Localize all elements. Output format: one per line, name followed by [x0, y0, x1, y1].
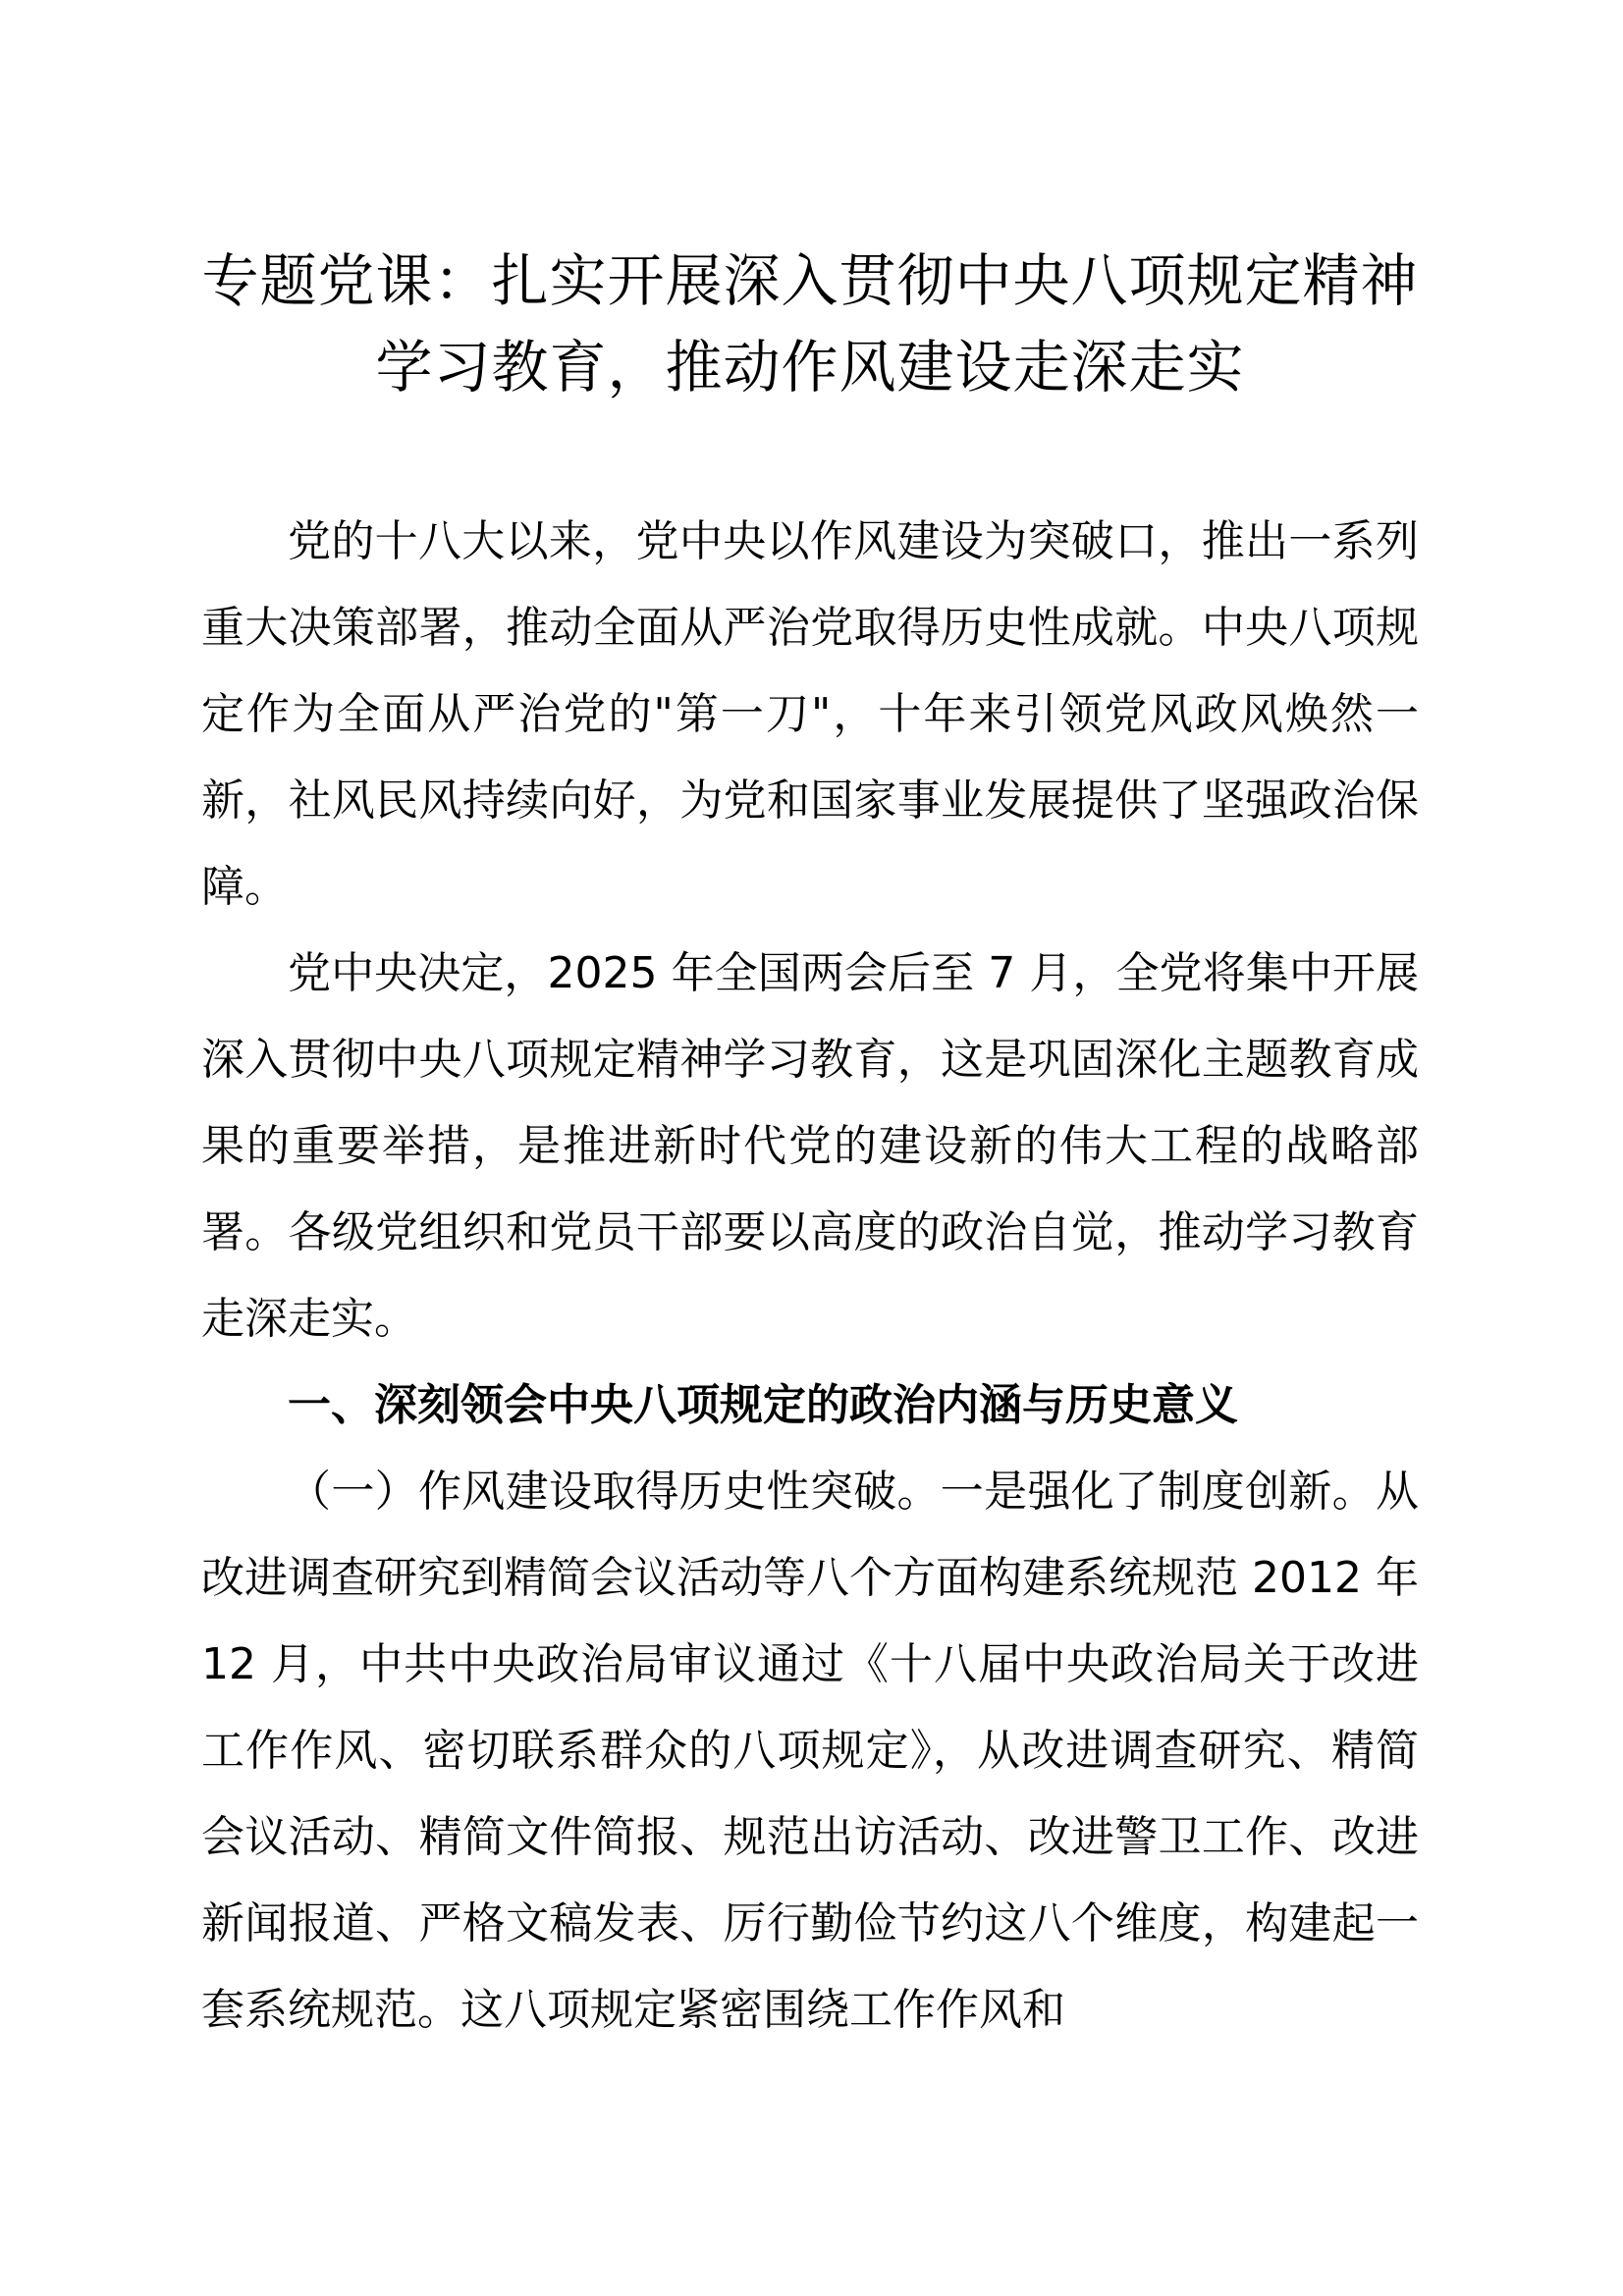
intro-paragraph: 党的十八大以来，党中央以作风建设为突破口，推出一系列重大决策部署，推动全面从严治党取得历史性成就。中央八项规定作为全面从严治党的"第一刀"，十年来引领党风政风焕然一新，社风民风持续向好，为党和国家事业发展提供了坚强政治保障。 [201, 516, 1419, 912]
document-title: 专题党课：扎实开展深入贯彻中央八项规定精神学习教育，推动作风建设走深走实 [201, 247, 1419, 400]
section-heading: 一、深刻领会中央八项规定的政治内涵与历史意义 [288, 1380, 1238, 1430]
section-paragraph: （一）作风建设取得历史性突破。一是强化了制度创新。从改进调查研究到精简会议活动等八个方面构建系统规范 2012 年 12 月，中共中央政治局审议通过《十八届中央政治局关于改进工作作风、密切联系群众的八项规定》，从改进调查研究、精简会议活动、精简文件简报、规范出访活动、改进警卫工作、改进新闻报道、严格文稿发表、厉行勤俭节约这八个维度，构建起一套系统规范。这八项规定紧密围绕工作作风和 [201, 1467, 1419, 2035]
document-body [201, 499, 1419, 2054]
decision-paragraph: 党中央决定，2025 年全国两会后至 7 月，全党将集中开展深入贯彻中央八项规定精神学习教育，这是巩固深化主题教育成果的重要举措，是推进新时代党的建设新的伟大工程的战略部署。各级党组织和党员干部要以高度的政治自觉，推动学习教育走深走实。 [201, 948, 1419, 1344]
